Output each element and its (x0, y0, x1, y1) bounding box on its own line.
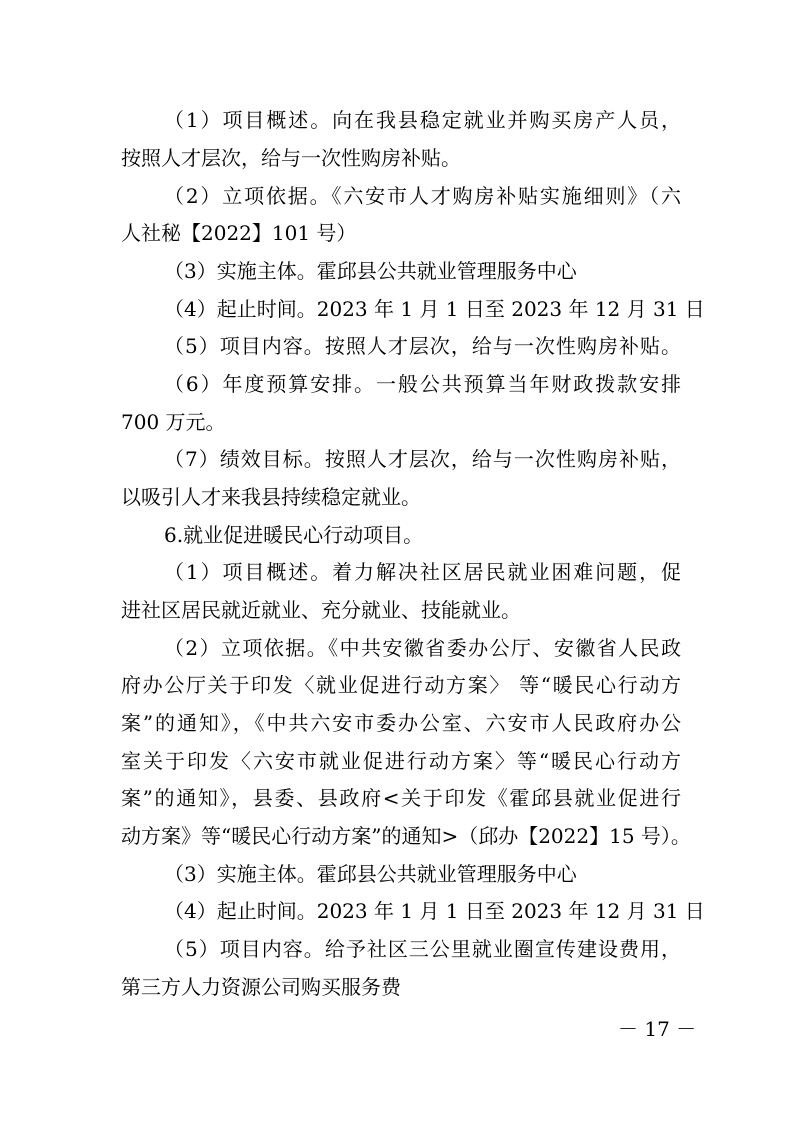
paragraph-line: 动方案》等“暖民心行动方案”的通知>（邱办【2022】15 号）。 (121, 824, 691, 848)
page-number: － 17 － (618, 1017, 697, 1041)
paragraph-line: （2）立项依据。《六安市人才购房补贴实施细则》（六 (164, 184, 681, 208)
section-heading: 6.就业促进暖民心行动项目。 (164, 523, 424, 547)
paragraph-line: 第三方人力资源公司购买服务费 (121, 975, 401, 999)
paragraph-line: 按照人才层次，给与一次性购房补贴。 (121, 146, 461, 170)
paragraph-line: （5）项目内容。给予社区三公里就业圈宣传建设费用， (164, 937, 681, 961)
paragraph-line: （1）项目概述。着力解决社区居民就业困难问题，促 (164, 560, 681, 584)
paragraph-line: （6）年度预算安排。一般公共预算当年财政拨款安排 (164, 372, 681, 396)
paragraph-line: （4）起止时间。2023 年 1 月 1 日至 2023 年 12 月 31 日 (164, 899, 705, 923)
paragraph-line: 案”的通知》，《中共六安市委办公室、六安市人民政府办公 (121, 711, 681, 735)
paragraph-line: （3）实施主体。霍邱县公共就业管理服务中心 (164, 259, 577, 283)
paragraph-line: （7）绩效目标。按照人才层次，给与一次性购房补贴， (164, 447, 681, 471)
paragraph-line: （5）项目内容。按照人才层次，给与一次性购房补贴。 (164, 334, 681, 358)
paragraph-line: 室关于印发〈六安市就业促进行动方案〉等“暖民心行动方 (121, 749, 681, 773)
paragraph-line: 以吸引人才来我县持续稳定就业。 (121, 485, 421, 509)
paragraph-line: （1）项目概述。向在我县稳定就业并购买房产人员， (164, 108, 681, 132)
paragraph-line: （4）起止时间。2023 年 1 月 1 日至 2023 年 12 月 31 日 (164, 297, 705, 321)
paragraph-line: （3）实施主体。霍邱县公共就业管理服务中心 (164, 862, 577, 886)
paragraph-line: （2）立项依据。《中共安徽省委办公厅、安徽省人民政 (164, 636, 681, 660)
paragraph-line: 进社区居民就近就业、充分就业、技能就业。 (121, 598, 521, 622)
paragraph-line: 700 万元。 (121, 410, 226, 434)
paragraph-line: 府办公厅关于印发〈就业促进行动方案〉 等“暖民心行动方 (121, 673, 681, 697)
paragraph-line: 案”的通知》，县委、县政府<关于印发《霍邱县就业促进行 (121, 786, 681, 810)
paragraph-line: 人社秘【2022】101 号） (121, 221, 357, 245)
